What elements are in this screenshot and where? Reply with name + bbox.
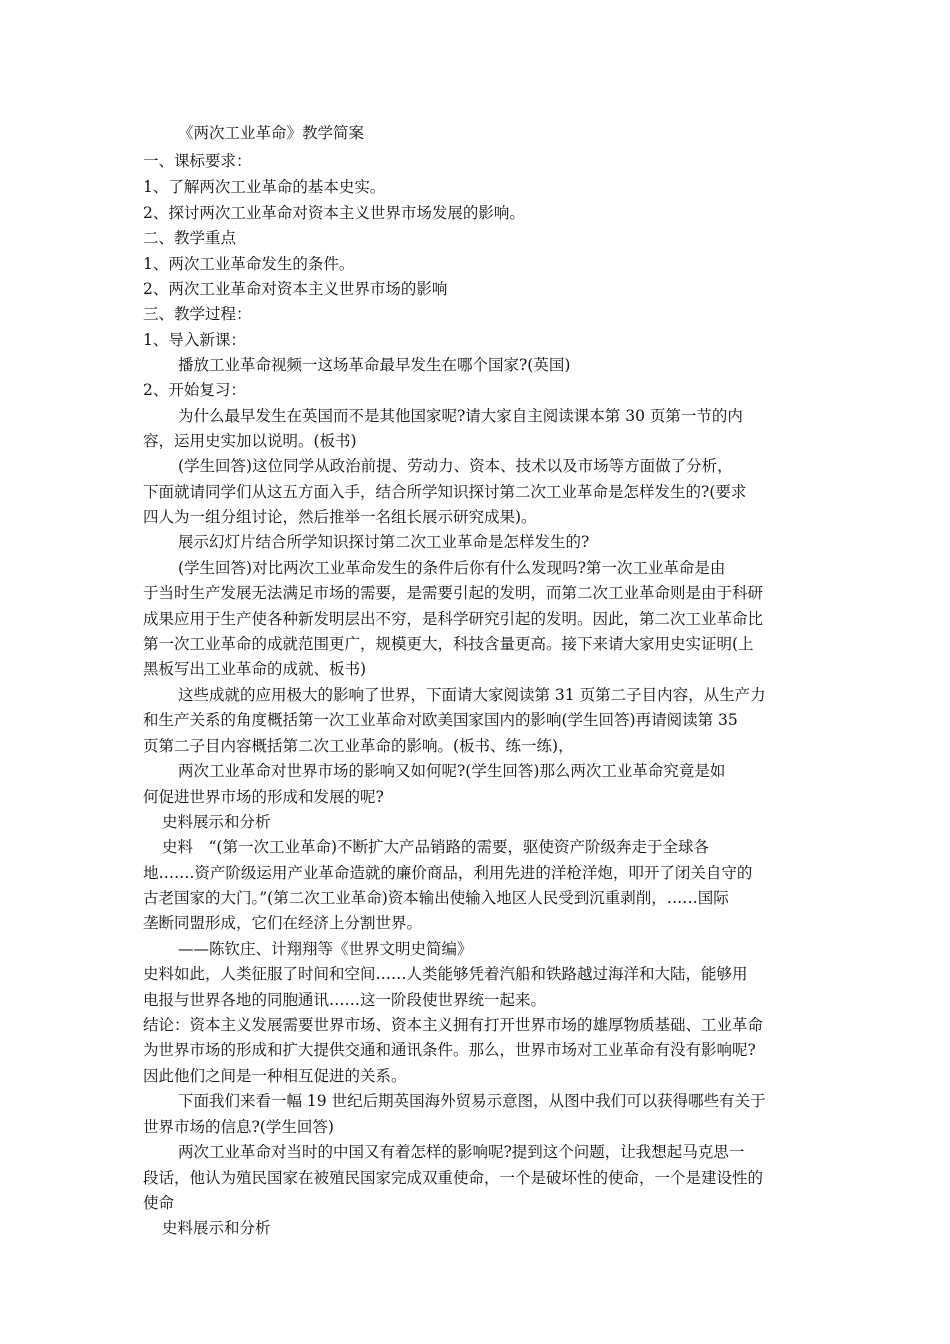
text-line: 因此他们之间是一种相互促进的关系。 bbox=[143, 1067, 407, 1085]
text-line: 1、了解两次工业革命的基本史实。 bbox=[143, 178, 386, 196]
text-line: 这些成就的应用极大的影响了世界，下面请大家阅读第 31 页第二子目内容，从生产力 bbox=[178, 686, 766, 704]
text-line: 成果应用于生产使各种新发明层出不穷，是科学研究引起的发明。因此，第二次工业革命比 bbox=[143, 610, 764, 628]
text-line: 地…….资产阶级运用产业革命造就的廉价商品，利用先进的洋枪洋炮，叩开了闭关自守的 bbox=[143, 864, 753, 882]
citation-line: ——陈钦庄、计翔翔等《世界文明史简编》 bbox=[178, 940, 473, 958]
text-line: 和生产关系的角度概括第一次工业革命对欧美国家国内的影响(学生回答)再请阅读第 35 bbox=[143, 711, 738, 729]
text-line: 2、探讨两次工业革命对资本主义世界市场发展的影响。 bbox=[143, 204, 525, 222]
text-line: 1、导入新课： bbox=[143, 331, 246, 349]
text-line: 播放工业革命视频一这场革命最早发生在哪个国家?(英国) bbox=[178, 356, 571, 374]
text-line: 2、开始复习： bbox=[143, 381, 246, 399]
text-line: 展示幻灯片结合所学知识探讨第二次工业革命是怎样发生的? bbox=[178, 533, 590, 551]
text-line: 垄断同盟形成，它们在经济上分割世界。 bbox=[143, 914, 423, 932]
text-line: 使命 bbox=[143, 1194, 175, 1212]
section-heading-standards: 一、课标要求： bbox=[143, 152, 252, 170]
section-heading-key-points: 二、教学重点 bbox=[143, 229, 237, 247]
subheading-historical-materials: 史料展示和分析 bbox=[162, 1219, 271, 1237]
text-line: 1、两次工业革命发生的条件。 bbox=[143, 255, 355, 273]
text-line: 容，运用史实加以说明。(板书) bbox=[143, 432, 357, 450]
text-line: 下面我们来看一幅 19 世纪后期英国海外贸易示意图，从图中我们可以获得哪些有关于 bbox=[178, 1092, 766, 1110]
text-line: 为世界市场的形成和扩大提供交通和通讯条件。那么，世界市场对工业革命有没有影响呢? bbox=[143, 1041, 756, 1059]
text-line: 世界市场的信息?(学生回答) bbox=[143, 1118, 334, 1136]
text-line: 第一次工业革命的成就范围更广，规模更大，科技含量更高。接下来请大家用史实证明(上 bbox=[143, 635, 754, 653]
text-line: 下面就请同学们从这五方面入手，结合所学知识探讨第二次工业革命是怎样发生的?(要求 bbox=[143, 483, 747, 501]
text-line: 电报与世界各地的同胞通讯……这一阶段使世界统一起来。 bbox=[143, 991, 547, 1009]
text-line: 两次工业革命对当时的中国又有着怎样的影响呢?提到这个问题，让我想起马克思一 bbox=[178, 1143, 745, 1161]
text-line: 页第二子目内容概括第二次工业革命的影响。(板书、练一练)， bbox=[143, 737, 574, 755]
text-line: 史料 “(第一次工业革命)不断扩大产品销路的需要，驱使资产阶级奔走于全球各 bbox=[162, 838, 710, 856]
text-line: 何促进世界市场的形成和发展的呢? bbox=[143, 788, 384, 806]
text-line: (学生回答)对比两次工业革命发生的条件后你有什么发现吗?第一次工业革命是由 bbox=[178, 559, 726, 577]
text-line: 于当时生产发展无法满足市场的需要，是需要引起的发明，而第二次工业革命则是由于科研 bbox=[143, 584, 764, 602]
subheading-historical-materials: 史料展示和分析 bbox=[162, 813, 271, 831]
text-line: 结论：资本主义发展需要世界市场、资本主义拥有打开世界市场的雄厚物质基础、工业革命 bbox=[143, 1016, 764, 1034]
text-line: 为什么最早发生在英国而不是其他国家呢?请大家自主阅读课本第 30 页第一节的内 bbox=[178, 407, 743, 425]
text-line: 史料如此，人类征服了时间和空间……人类能够凭着汽船和铁路越过海洋和大陆，能够用 bbox=[143, 965, 748, 983]
text-line: 两次工业革命对世界市场的影响又如何呢?(学生回答)那么两次工业革命究竟是如 bbox=[178, 762, 726, 780]
document-title: 《两次工业革命》教学简案 bbox=[178, 124, 365, 142]
text-line: 四人为一组分组讨论，然后推举一名组长展示研究成果)。 bbox=[143, 508, 537, 526]
text-line: 2、两次工业革命对资本主义世界市场的影响 bbox=[143, 280, 448, 298]
text-line: 黑板写出工业革命的成就、板书) bbox=[143, 660, 367, 678]
section-heading-process: 三、教学过程： bbox=[143, 305, 252, 323]
text-line: (学生回答)这位同学从政治前提、劳动力、资本、技术以及市场等方面做了分析， bbox=[178, 457, 733, 475]
text-line: 古老国家的大门。”(第二次工业革命)资本输出使输入地区人民受到沉重剥削，……国际 bbox=[143, 889, 729, 907]
text-line: 段话，他认为殖民国家在被殖民国家完成双重使命，一个是破坏性的使命，一个是建设性的 bbox=[143, 1169, 764, 1187]
